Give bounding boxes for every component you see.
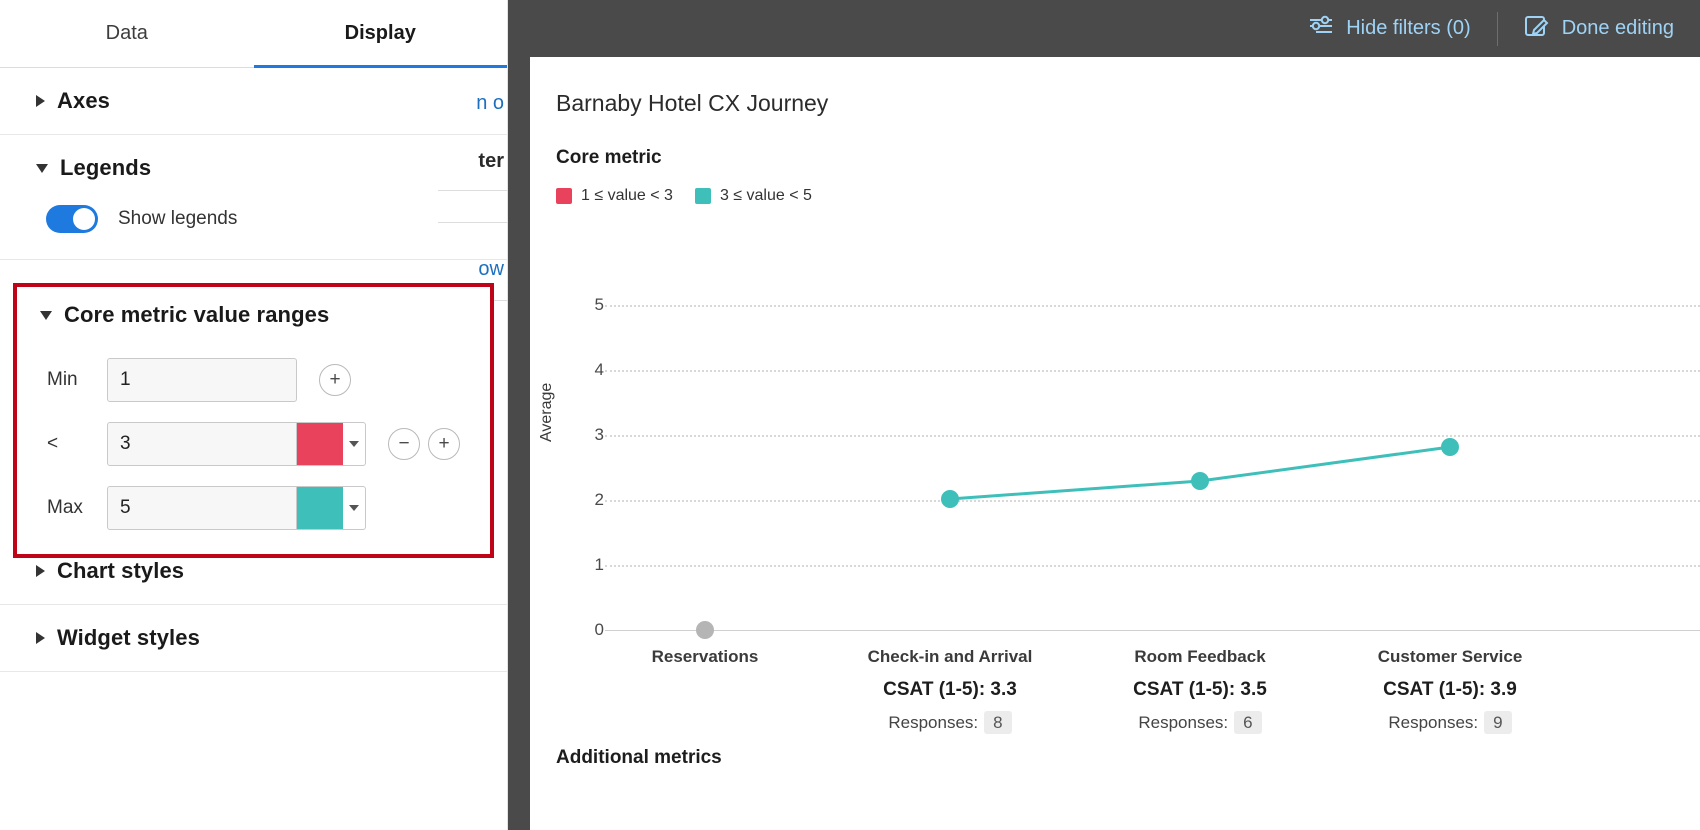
hide-filters-label: Hide filters (0) <box>1346 17 1471 39</box>
range-input-max[interactable] <box>107 486 297 530</box>
data-point-room <box>1191 472 1209 490</box>
data-point-reservations <box>696 621 714 639</box>
responses-count: 9 <box>1484 711 1511 734</box>
done-editing-button[interactable] <box>1498 0 1700 57</box>
range-row-mid <box>17 412 490 476</box>
section-header-axes[interactable] <box>0 68 507 134</box>
range-label-mid: < <box>47 433 59 454</box>
category-label: Room Feedback <box>1134 647 1266 666</box>
category-responses <box>835 713 1065 733</box>
display-settings-panel <box>0 0 508 830</box>
tab-data[interactable]: Data <box>105 22 148 44</box>
range-remove-button-mid[interactable]: − <box>388 428 420 460</box>
data-point-service <box>1441 438 1459 456</box>
chart-legend <box>556 187 812 205</box>
category-column <box>835 647 1065 733</box>
additional-metrics-heading: Additional metrics <box>556 747 722 768</box>
show-legends-row <box>0 201 507 259</box>
chevron-right-icon <box>36 565 45 577</box>
legend-label-high: 3 ≤ value < 5 <box>719 187 812 204</box>
chevron-down-icon <box>36 164 48 173</box>
y-tick-2: 2 <box>594 490 604 509</box>
section-legends <box>0 135 507 260</box>
bleed-line: n o <box>476 92 504 114</box>
range-label-min: Min <box>47 369 78 390</box>
legend-label-low: 1 ≤ value < 3 <box>581 187 673 204</box>
section-header-core-metric-ranges[interactable] <box>17 287 490 336</box>
range-row-max <box>17 476 490 540</box>
legend-item <box>695 187 812 205</box>
edit-pencil-icon <box>1524 14 1550 44</box>
panel-tabs <box>0 0 507 68</box>
responses-label: Responses: <box>888 713 979 732</box>
bleed-line: ow <box>478 258 504 280</box>
line-chart <box>530 237 1700 732</box>
range-label-max: Max <box>47 497 83 518</box>
category-column <box>1085 647 1315 733</box>
section-header-widget-styles[interactable] <box>0 605 507 671</box>
y-tick-4: 4 <box>594 360 604 379</box>
core-metric-value-ranges-section <box>13 283 494 558</box>
range-row-min <box>17 348 490 412</box>
legend-item <box>556 187 673 205</box>
category-metric: CSAT (1-5): 3.9 <box>1383 679 1517 700</box>
category-metric: CSAT (1-5): 3.5 <box>1133 679 1267 700</box>
category-metric: CSAT (1-5): 3.3 <box>883 679 1017 700</box>
section-title-legends: Legends <box>60 155 152 180</box>
show-legends-label: Show legends <box>118 208 238 229</box>
editor-toolbar <box>508 0 1700 57</box>
range-rows <box>17 336 490 540</box>
chevron-right-icon <box>36 95 45 107</box>
core-metric-heading: Core metric <box>556 147 662 168</box>
y-tick-1: 1 <box>594 555 604 574</box>
section-title-axes: Axes <box>57 88 110 113</box>
range-input-min[interactable] <box>107 358 297 402</box>
chevron-down-icon <box>343 487 365 529</box>
category-responses <box>1085 713 1315 733</box>
show-legends-toggle[interactable] <box>46 205 98 233</box>
legend-swatch-low <box>556 188 572 204</box>
category-column <box>590 647 820 667</box>
chart-series-svg <box>530 237 1700 657</box>
hide-filters-button[interactable] <box>1282 0 1496 57</box>
range-color-picker-mid[interactable] <box>297 422 366 466</box>
section-title-chart-styles: Chart styles <box>57 558 185 583</box>
filter-icon <box>1308 15 1334 43</box>
chevron-right-icon <box>36 632 45 644</box>
y-tick-0: 0 <box>594 620 604 639</box>
widget-title: Barnaby Hotel CX Journey <box>556 90 829 116</box>
responses-label: Responses: <box>1388 713 1479 732</box>
range-add-button-min[interactable]: + <box>319 364 351 396</box>
done-editing-label: Done editing <box>1561 17 1674 39</box>
section-header-legends[interactable] <box>0 135 507 201</box>
y-tick-5: 5 <box>594 295 604 314</box>
category-label: Check-in and Arrival <box>867 647 1033 666</box>
range-input-mid[interactable] <box>107 422 297 466</box>
legend-swatch-high <box>695 188 711 204</box>
category-column <box>1335 647 1565 733</box>
section-axes <box>0 68 507 135</box>
category-responses <box>1335 713 1565 733</box>
y-axis-label: Average <box>538 382 555 442</box>
chevron-down-icon <box>40 311 52 320</box>
chevron-down-icon <box>343 423 365 465</box>
range-add-button-mid[interactable]: + <box>428 428 460 460</box>
toggle-knob <box>73 208 95 230</box>
range-color-picker-max[interactable] <box>297 486 366 530</box>
section-title-widget-styles: Widget styles <box>57 625 200 650</box>
responses-count: 6 <box>1234 711 1261 734</box>
range-color-swatch-mid <box>297 423 343 465</box>
category-label: Reservations <box>651 647 759 666</box>
responses-label: Responses: <box>1138 713 1229 732</box>
section-title-core-metric-ranges: Core metric value ranges <box>64 302 330 327</box>
journey-widget <box>530 57 1700 830</box>
category-label: Customer Service <box>1377 647 1523 666</box>
y-tick-3: 3 <box>594 425 604 444</box>
data-point-checkin <box>941 490 959 508</box>
section-widget-styles <box>0 605 507 672</box>
bleed-line: ter <box>478 150 504 172</box>
responses-count: 8 <box>984 711 1011 734</box>
range-color-swatch-max <box>297 487 343 529</box>
tab-display[interactable]: Display <box>254 0 508 67</box>
